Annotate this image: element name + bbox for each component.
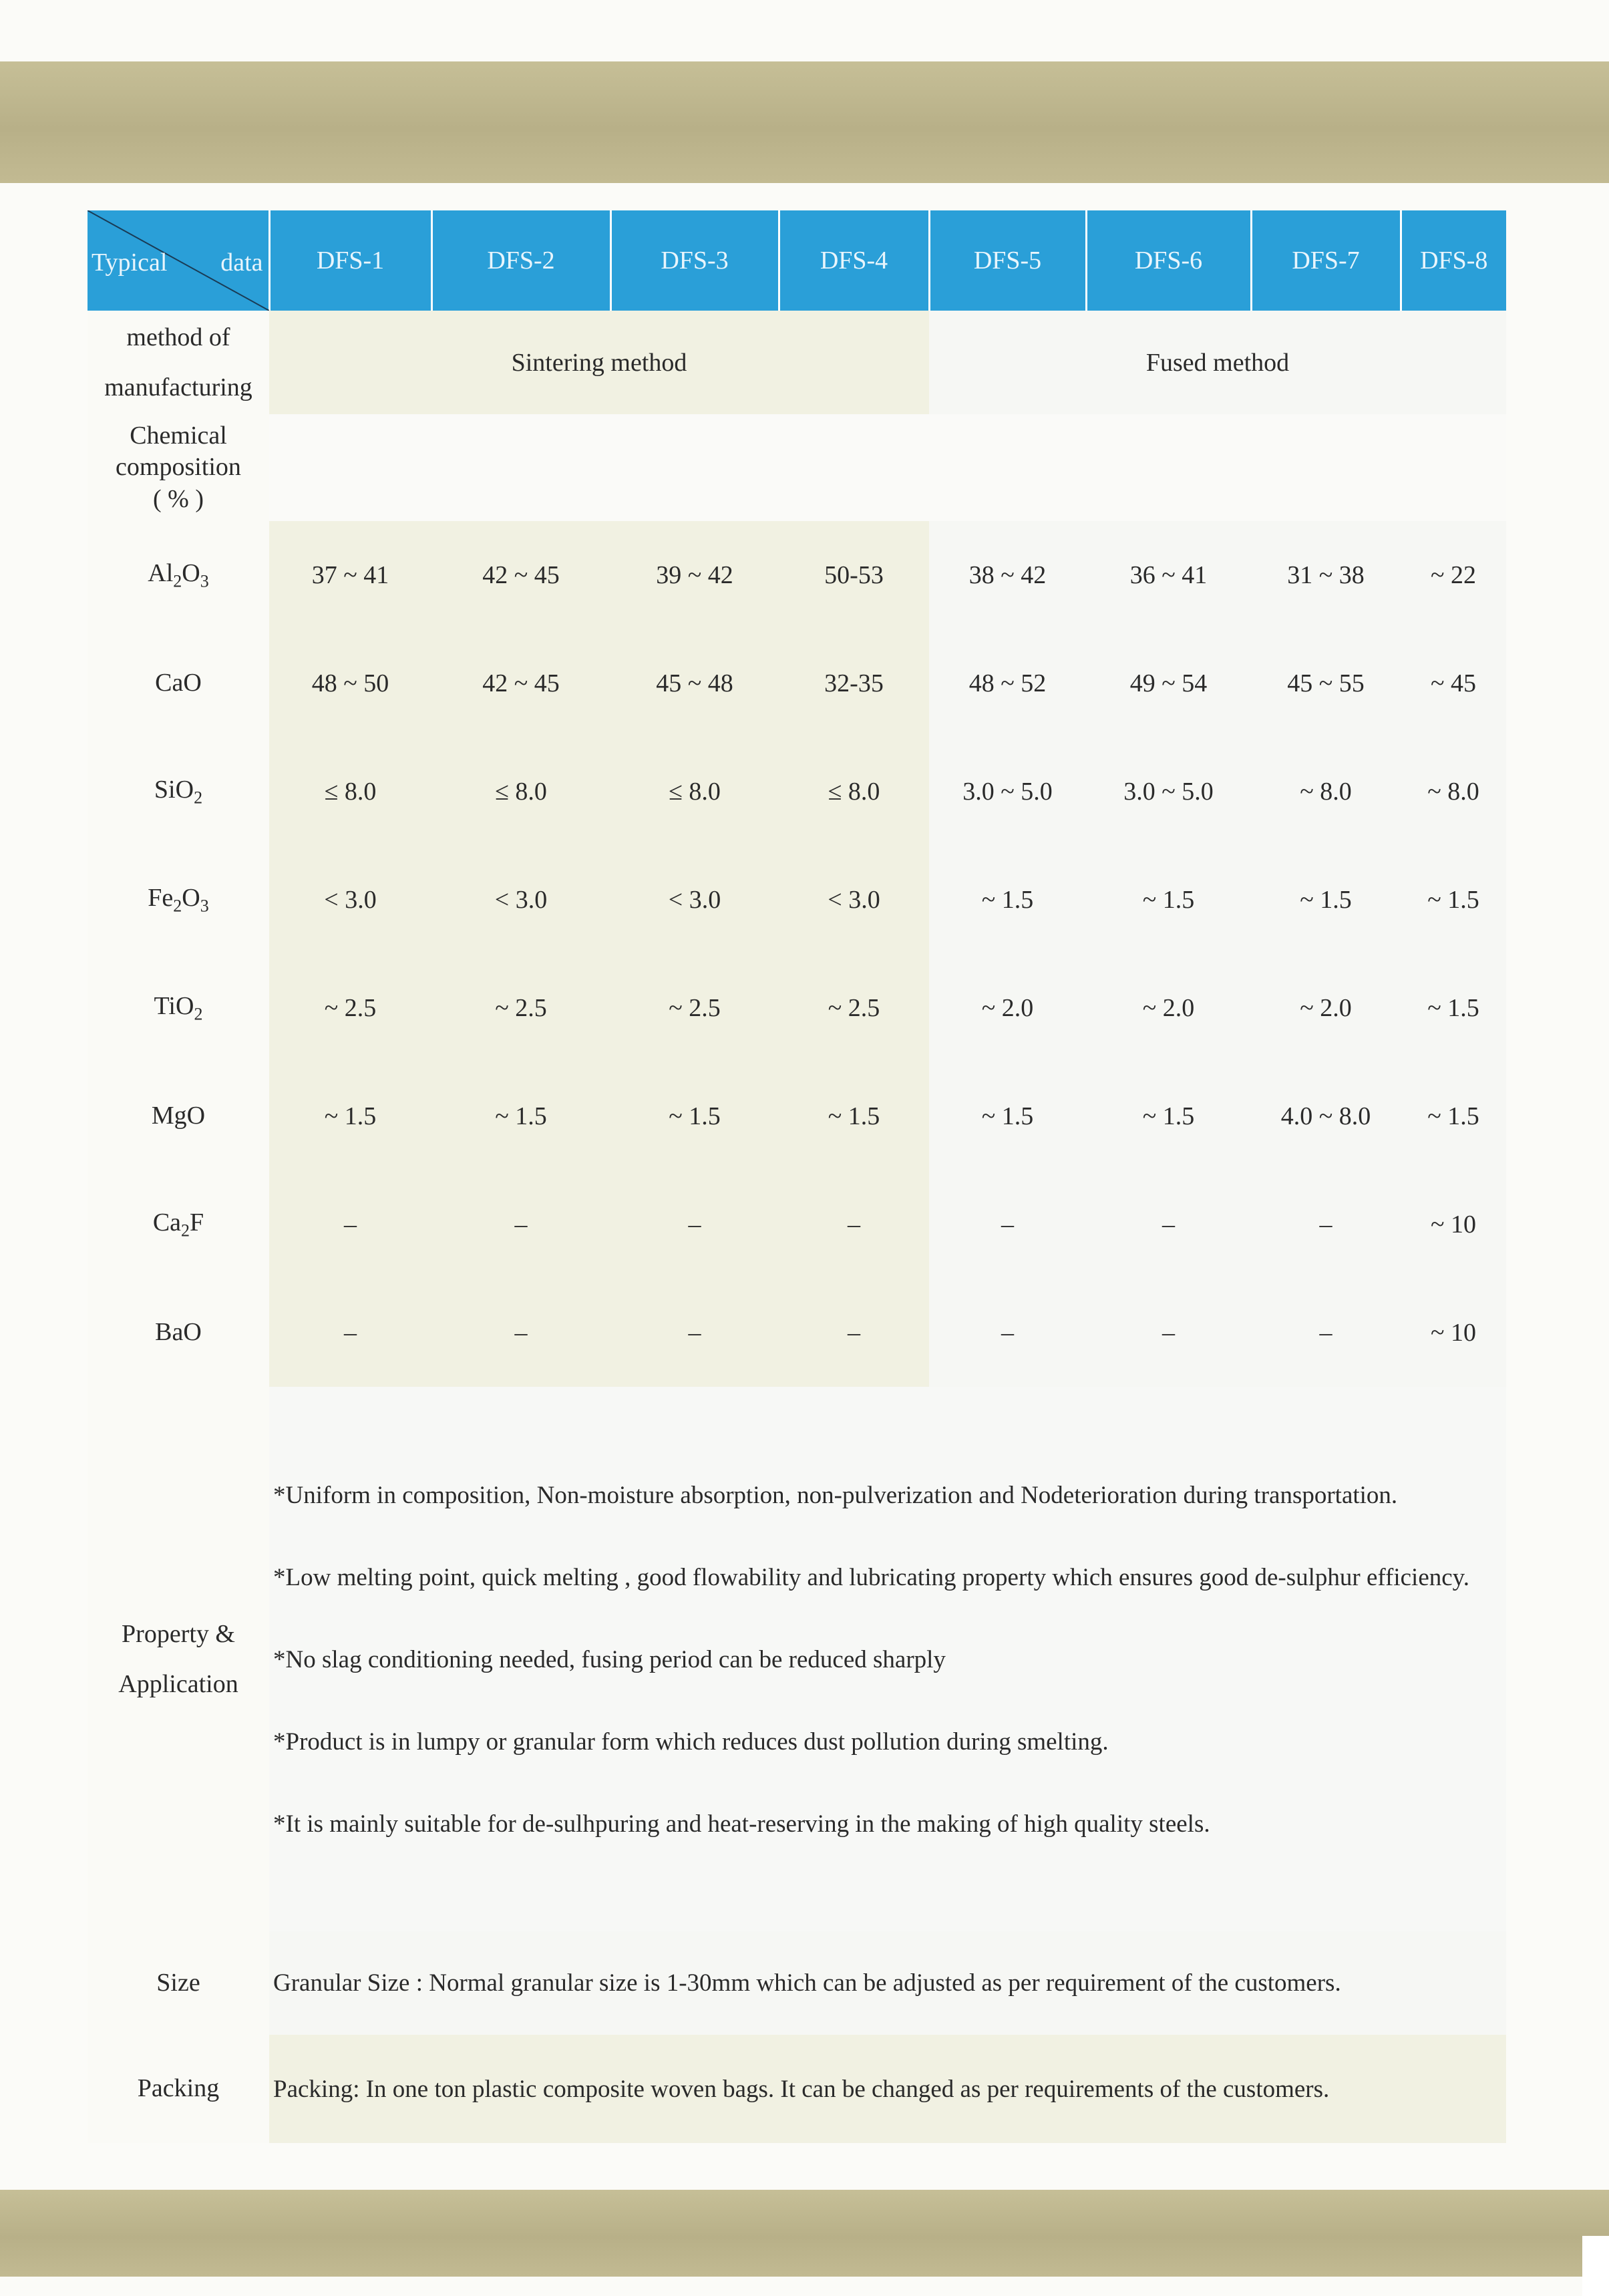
note-item: *Uniform in composition, Non-moisture absorption, non-pulverization and Nodeterioration during transportation. [273, 1482, 1398, 1510]
value-cell: ~ 22 [1401, 521, 1506, 629]
value-cell: ~ 1.5 [779, 1062, 929, 1170]
table-row-ca2f [87, 1170, 1506, 1279]
col-header-dfs-1: DFS-1 [269, 210, 431, 311]
bottom-decorative-band [0, 2190, 1609, 2277]
value-cell: ~ 2.5 [269, 954, 431, 1062]
value-cell: ~ 2.5 [610, 954, 779, 1062]
value-cell: – [779, 1170, 929, 1279]
header-row [87, 210, 1506, 311]
value-cell: – [610, 1279, 779, 1387]
note-item: *No slag conditioning needed, fusing period can be reduced sharply [273, 1646, 946, 1674]
value-cell: ~ 1.5 [1401, 1062, 1506, 1170]
col-header-dfs-2: DFS-2 [431, 210, 610, 311]
property-application-label [87, 1387, 269, 1931]
value-cell: ~ 1.5 [431, 1062, 610, 1170]
component-label-cao: CaO [87, 629, 269, 737]
value-cell: ≤ 8.0 [610, 737, 779, 846]
value-cell: – [1086, 1170, 1251, 1279]
value-cell: 38 ~ 42 [929, 521, 1086, 629]
component-label-ca2f: $Ca_2F$ [87, 1170, 269, 1279]
value-cell: ~ 45 [1401, 629, 1506, 737]
value-cell: – [431, 1279, 610, 1387]
value-cell: 37 ~ 41 [269, 521, 431, 629]
value-cell: < 3.0 [431, 846, 610, 954]
component-label-mgo: MgO [87, 1062, 269, 1170]
value-cell: 31 ~ 38 [1251, 521, 1401, 629]
value-cell: ~ 1.5 [1086, 1062, 1251, 1170]
value-cell: ~ 1.5 [929, 1062, 1086, 1170]
packing-label: Packing [87, 2035, 269, 2143]
chemical-composition-label [87, 414, 269, 521]
value-cell: 45 ~ 55 [1251, 629, 1401, 737]
col-header-dfs-4: DFS-4 [779, 210, 929, 311]
size-text: Granular Size : Normal granular size is 1-30mm which can be adjusted as per requirement of the customers. [269, 1931, 1506, 2035]
value-cell: ~ 2.0 [1251, 954, 1401, 1062]
value-cell: – [269, 1279, 431, 1387]
manufacturing-label [87, 311, 269, 414]
value-cell: – [779, 1279, 929, 1387]
value-cell: ~ 1.5 [1401, 954, 1506, 1062]
table-row-cao [87, 629, 1506, 737]
chemical-label-line3: ( % ) [153, 484, 204, 513]
top-decorative-band [0, 61, 1609, 183]
component-label-tio2: TiO$_2$ [87, 954, 269, 1062]
corner-label-data: data [220, 249, 263, 277]
value-cell: ≤ 8.0 [269, 737, 431, 846]
value-cell: ~ 1.5 [610, 1062, 779, 1170]
product-spec-table [87, 210, 1506, 2143]
value-cell: ≤ 8.0 [431, 737, 610, 846]
value-cell: ~ 2.5 [431, 954, 610, 1062]
value-cell: 45 ~ 48 [610, 629, 779, 737]
value-cell: – [610, 1170, 779, 1279]
col-header-dfs-6: DFS-6 [1086, 210, 1251, 311]
manufacturing-label-line2: manufacturing [104, 373, 252, 401]
chemical-composition-row [87, 414, 1506, 521]
manufacturing-row [87, 311, 1506, 414]
chemical-label-line1: Chemical [130, 421, 227, 450]
col-header-dfs-8: DFS-8 [1401, 210, 1506, 311]
value-cell: 3.0 ~ 5.0 [929, 737, 1086, 846]
value-cell: 39 ~ 42 [610, 521, 779, 629]
value-cell: ~ 8.0 [1401, 737, 1506, 846]
property-application-row [87, 1387, 1506, 1931]
table-row-bao [87, 1279, 1506, 1387]
component-label-fe2o3: $Fe_2O_3$ [87, 846, 269, 954]
value-cell: 36 ~ 41 [1086, 521, 1251, 629]
value-cell: 50-53 [779, 521, 929, 629]
fused-method-cell: Fused method [929, 311, 1506, 414]
property-label-line1: Property & [122, 1620, 235, 1649]
component-label-al2o3: $Al_2O_3$ [87, 521, 269, 629]
value-cell: ~ 1.5 [269, 1062, 431, 1170]
chemical-composition-spacer [269, 414, 1506, 521]
table-row-fe2o3 [87, 846, 1506, 954]
table-row-sio2 [87, 737, 1506, 846]
value-cell: ~ 2.5 [779, 954, 929, 1062]
note-item: *It is mainly suitable for de-sulhpuring and heat-reserving in the making of high quality steels. [273, 1810, 1210, 1838]
manufacturing-label-line1: method of [126, 323, 230, 352]
value-cell: ~ 1.5 [1401, 846, 1506, 954]
property-notes [269, 1387, 1506, 1931]
value-cell: ~ 1.5 [1251, 846, 1401, 954]
value-cell: ~ 2.0 [929, 954, 1086, 1062]
note-item: *Product is in lumpy or granular form which reduces dust pollution during smelting. [273, 1728, 1109, 1756]
col-header-dfs-5: DFS-5 [929, 210, 1086, 311]
table-row-al2o3 [87, 521, 1506, 629]
value-cell: ~ 10 [1401, 1279, 1506, 1387]
value-cell: 42 ~ 45 [431, 521, 610, 629]
value-cell: < 3.0 [779, 846, 929, 954]
typical-data-corner-header [87, 210, 269, 311]
value-cell: ~ 8.0 [1251, 737, 1401, 846]
property-label-line2: Application [118, 1669, 238, 1698]
value-cell: ~ 1.5 [1086, 846, 1251, 954]
value-cell: 49 ~ 54 [1086, 629, 1251, 737]
packing-row [87, 2035, 1506, 2143]
value-cell: ~ 10 [1401, 1170, 1506, 1279]
corner-label-typical: Typical [92, 249, 168, 277]
value-cell: 4.0 ~ 8.0 [1251, 1062, 1401, 1170]
col-header-dfs-7: DFS-7 [1251, 210, 1401, 311]
value-cell: 48 ~ 50 [269, 629, 431, 737]
packing-text: Packing: In one ton plastic composite woven bags. It can be changed as per requirements of the customers. [269, 2035, 1506, 2143]
note-item: *Low melting point, quick melting , good flowability and lubricating property which ensures good de-sulphur efficiency. [273, 1564, 1470, 1592]
value-cell: ~ 2.0 [1086, 954, 1251, 1062]
size-label: Size [87, 1931, 269, 2035]
value-cell: 32-35 [779, 629, 929, 737]
page-corner-mark [1582, 2236, 1609, 2296]
table-row-mgo [87, 1062, 1506, 1170]
value-cell: < 3.0 [610, 846, 779, 954]
sintering-method-cell: Sintering method [269, 311, 929, 414]
size-row [87, 1931, 1506, 2035]
chemical-label-line2: composition [116, 453, 241, 482]
value-cell: 48 ~ 52 [929, 629, 1086, 737]
value-cell: ≤ 8.0 [779, 737, 929, 846]
value-cell: – [269, 1170, 431, 1279]
value-cell: – [1251, 1279, 1401, 1387]
value-cell: 3.0 ~ 5.0 [1086, 737, 1251, 846]
value-cell: – [431, 1170, 610, 1279]
col-header-dfs-3: DFS-3 [610, 210, 779, 311]
value-cell: – [929, 1279, 1086, 1387]
value-cell: < 3.0 [269, 846, 431, 954]
value-cell: – [929, 1170, 1086, 1279]
value-cell: – [1251, 1170, 1401, 1279]
value-cell: 42 ~ 45 [431, 629, 610, 737]
component-label-bao: BaO [87, 1279, 269, 1387]
table-row-tio2 [87, 954, 1506, 1062]
value-cell: – [1086, 1279, 1251, 1387]
component-label-sio2: SiO$_2$ [87, 737, 269, 846]
value-cell: ~ 1.5 [929, 846, 1086, 954]
